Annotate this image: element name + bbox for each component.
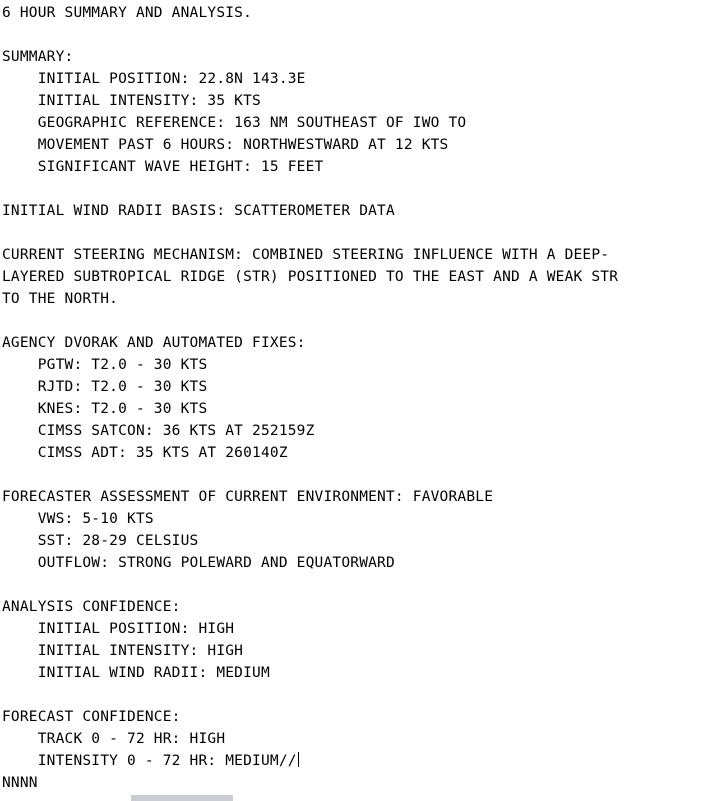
spacer <box>2 178 703 200</box>
environment-outflow: OUTFLOW: STRONG POLEWARD AND EQUATORWARD <box>2 555 395 571</box>
forecast-confidence-intensity-row <box>2 750 703 772</box>
environment-sst: SST: 28-29 CELSIUS <box>2 533 199 549</box>
fix-knes: KNES: T2.0 - 30 KTS <box>2 401 208 417</box>
summary-initial-position: INITIAL POSITION: 22.8N 143.3E <box>2 71 306 87</box>
text-cursor <box>298 752 299 767</box>
section-title-steering-mechanism: CURRENT STEERING MECHANISM: COMBINED STEERING INFLUENCE WITH A DEEP- <box>2 247 610 263</box>
forecast-confidence-track: TRACK 0 - 72 HR: HIGH <box>2 731 226 747</box>
summary-movement-past-6-hours: MOVEMENT PAST 6 HOURS: NORTHWESTWARD AT 12 KTS <box>2 137 449 153</box>
fix-cimss-satcon: CIMSS SATCON: 36 KTS AT 252159Z <box>2 423 315 439</box>
environment-vws: VWS: 5-10 KTS <box>2 511 154 527</box>
spacer <box>2 464 703 486</box>
spacer <box>2 24 703 46</box>
analysis-confidence-initial-wind-radii: INITIAL WIND RADII: MEDIUM <box>2 665 270 681</box>
forecast-confidence-intensity: INTENSITY 0 - 72 HR: MEDIUM// <box>2 753 297 769</box>
bottom-edge-strip <box>131 795 233 801</box>
fix-cimss-adt: CIMSS ADT: 35 KTS AT 260140Z <box>2 445 288 461</box>
fix-rjtd: RJTD: T2.0 - 30 KTS <box>2 379 208 395</box>
section-title-agency-fixes: AGENCY DVORAK AND AUTOMATED FIXES: <box>2 335 306 351</box>
analysis-confidence-initial-intensity: INITIAL INTENSITY: HIGH <box>2 643 244 659</box>
steering-mechanism-line-3: TO THE NORTH. <box>2 291 119 307</box>
document-heading: 6 HOUR SUMMARY AND ANALYSIS. <box>2 5 253 21</box>
spacer <box>2 222 703 244</box>
spacer <box>2 310 703 332</box>
summary-initial-intensity: INITIAL INTENSITY: 35 KTS <box>2 93 261 109</box>
section-title-wind-radii-basis: INITIAL WIND RADII BASIS: SCATTEROMETER DATA <box>2 203 395 219</box>
analysis-confidence-initial-position: INITIAL POSITION: HIGH <box>2 621 235 637</box>
section-title-summary: SUMMARY: <box>2 49 74 65</box>
section-title-environment-assessment: FORECASTER ASSESSMENT OF CURRENT ENVIRONMENT: FAVORABLE <box>2 489 494 505</box>
spacer <box>2 684 703 706</box>
section-title-forecast-confidence: FORECAST CONFIDENCE: <box>2 709 181 725</box>
section-title-analysis-confidence: ANALYSIS CONFIDENCE: <box>2 599 181 615</box>
summary-significant-wave-height: SIGNIFICANT WAVE HEIGHT: 15 FEET <box>2 159 324 175</box>
fix-pgtw: PGTW: T2.0 - 30 KTS <box>2 357 208 373</box>
spacer <box>2 574 703 596</box>
message-terminator: NNNN <box>2 775 38 791</box>
summary-geographic-reference: GEOGRAPHIC REFERENCE: 163 NM SOUTHEAST OF IWO TO <box>2 115 467 131</box>
steering-mechanism-line-2: LAYERED SUBTROPICAL RIDGE (STR) POSITIONED TO THE EAST AND A WEAK STR <box>2 269 619 285</box>
